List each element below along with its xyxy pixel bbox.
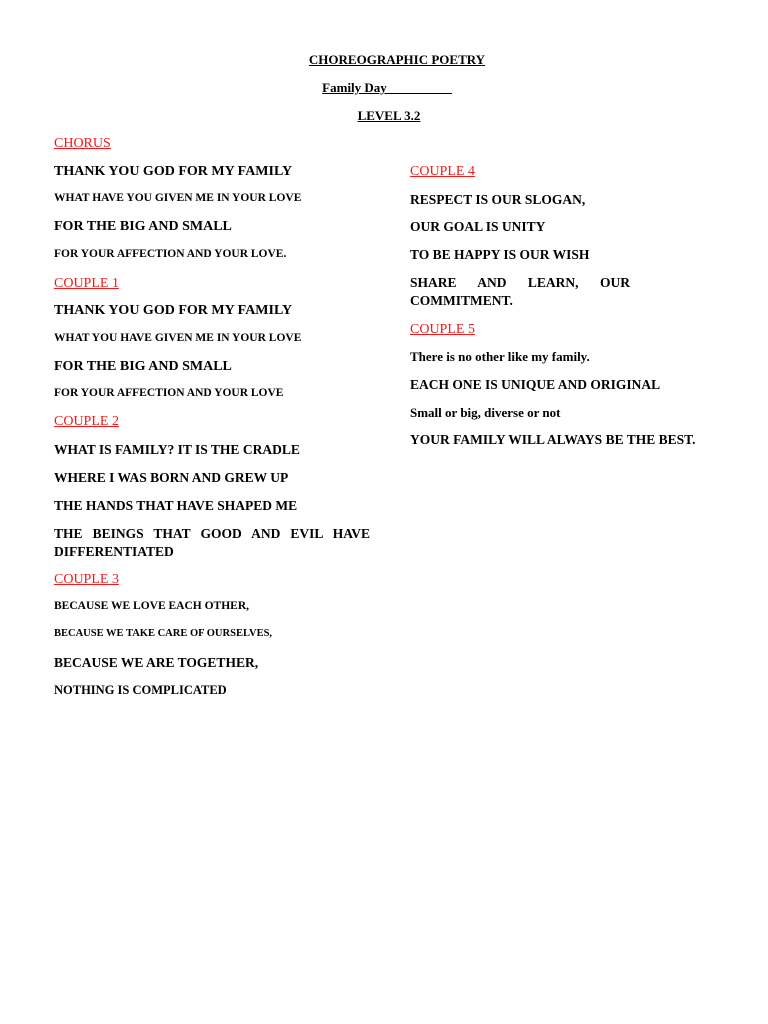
couple2-line-1: WHAT IS FAMILY? IT IS THE CRADLE: [54, 442, 300, 457]
page-subtitle: Family Day__________: [322, 80, 452, 95]
couple1-line-1: THANK YOU GOD FOR MY FAMILY: [54, 303, 293, 318]
page-title: CHOREOGRAPHIC POETRY: [308, 52, 486, 67]
chorus-heading: CHORUS: [54, 136, 111, 151]
couple4-line-2: OUR GOAL IS UNITY: [410, 219, 546, 234]
couple3-line-2: BECAUSE WE TAKE CARE OF OURSELVES,: [54, 628, 273, 639]
couple4-line-4: SHARE AND LEARN, OUR COMMITMENT.: [410, 275, 630, 308]
couple5-heading: COUPLE 5: [410, 322, 475, 337]
level-label: LEVEL 3.2: [357, 108, 421, 123]
couple4-heading: COUPLE 4: [410, 164, 475, 179]
couple1-line-2: WHAT YOU HAVE GIVEN ME IN YOUR LOVE: [54, 332, 302, 344]
couple1-heading: COUPLE 1: [54, 276, 119, 291]
couple2-line-3: THE HANDS THAT HAVE SHAPED ME: [54, 498, 298, 513]
couple5-line-2: EACH ONE IS UNIQUE AND ORIGINAL: [410, 377, 661, 392]
couple3-line-4: NOTHING IS COMPLICATED: [54, 683, 227, 697]
couple4-line-1: RESPECT IS OUR SLOGAN,: [410, 192, 586, 207]
couple4-line-3: TO BE HAPPY IS OUR WISH: [410, 247, 590, 262]
chorus-line-2: WHAT HAVE YOU GIVEN ME IN YOUR LOVE: [54, 192, 302, 204]
couple3-heading: COUPLE 3: [54, 572, 119, 587]
couple2-line-4: THE BEINGS THAT GOOD AND EVIL HAVE DIFFERENTIATED: [54, 526, 370, 559]
chorus-line-4: FOR YOUR AFFECTION AND YOUR LOVE.: [54, 248, 287, 260]
chorus-line-1: THANK YOU GOD FOR MY FAMILY: [54, 164, 293, 179]
chorus-line-3: FOR THE BIG AND SMALL: [54, 219, 232, 234]
couple1-line-3: FOR THE BIG AND SMALL: [54, 359, 232, 374]
couple3-line-1: BECAUSE WE LOVE EACH OTHER,: [54, 600, 250, 612]
couple3-line-3: BECAUSE WE ARE TOGETHER,: [54, 655, 259, 670]
couple5-line-4: YOUR FAMILY WILL ALWAYS BE THE BEST.: [410, 432, 696, 447]
couple2-heading: COUPLE 2: [54, 414, 119, 429]
couple2-line-2: WHERE I WAS BORN AND GREW UP: [54, 470, 289, 485]
couple1-line-4: FOR YOUR AFFECTION AND YOUR LOVE: [54, 387, 284, 399]
couple5-line-1: There is no other like my family.: [410, 349, 590, 364]
couple5-line-3: Small or big, diverse or not: [410, 405, 561, 420]
